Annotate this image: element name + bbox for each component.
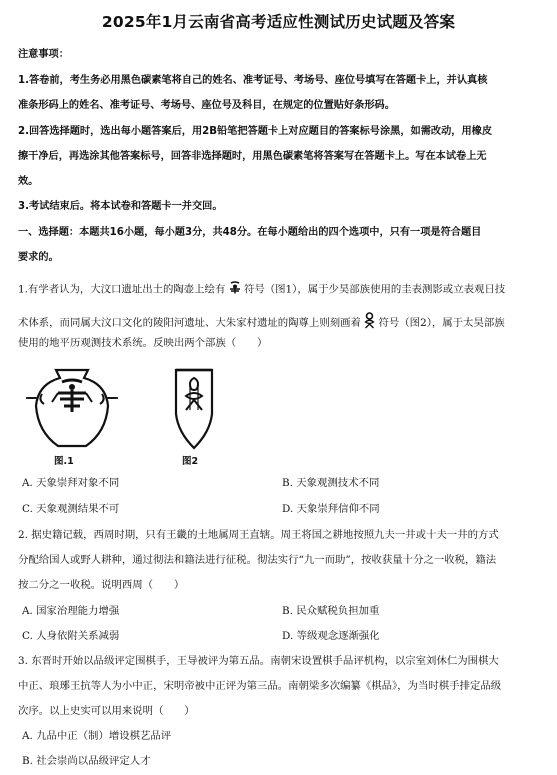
page-title: 2025年1月云南省高考适应性测试历史试题及答案 bbox=[101, 13, 456, 31]
question-1-option-b[interactable]: B. 天象观测技术不同 bbox=[282, 477, 380, 489]
sun-mountain-symbol-icon bbox=[364, 312, 375, 334]
question-1-text-part: 符号（图2），属于太昊部族 bbox=[378, 317, 505, 329]
notice-heading: 注意事项： bbox=[18, 49, 69, 60]
question-3-option-b[interactable]: B. 社会崇尚以品级评定人才 bbox=[22, 755, 151, 767]
question-3-text: 3. 东晋时开始以品级评定围棋手，王导被评为第五品。南朝宋设置棋手品评机构，以宗室刘休仁为围棋大 bbox=[18, 655, 499, 667]
question-3-text: 次序。以上史实可以用来说明（ ） bbox=[18, 705, 195, 717]
notice-line: 准条形码上的姓名、准考证号、考场号、座位号及科目，在规定的位置贴好条形码。 bbox=[18, 100, 395, 111]
question-1-option-d[interactable]: D. 天象崇拜信仰不同 bbox=[282, 503, 380, 515]
question-2-text: 分配给国人或野人耕种，通过彻法和籍法进行征税。彻法实行“九一而助”，按收获量十分之一收税，籍法 bbox=[18, 554, 497, 566]
question-3-option-a[interactable]: A. 九品中正（制）增设棋艺品评 bbox=[22, 730, 172, 742]
question-1-text-part: 1.有学者认为，大汶口遗址出土的陶壶上绘有 bbox=[18, 283, 226, 296]
section-heading: 要求的。 bbox=[18, 252, 59, 263]
notice-line: 2.回答选择题时，选出每小题答案后，用2B铅笔把答题卡上对应题目的答案标号涂黑，如需改动，用橡皮 bbox=[18, 126, 493, 137]
question-2-option-d[interactable]: D. 等级观念逐渐强化 bbox=[282, 630, 380, 642]
notice-line: 3.考试结束后。将本试卷和答题卡一并交回。 bbox=[18, 201, 223, 212]
question-1-text-part: 符号（图1），属于少昊部族使用的圭表测影或立表观日技 bbox=[243, 283, 506, 296]
question-2-text: 按二分之一收税。说明西周（ ） bbox=[18, 579, 185, 591]
question-2-text: 2. 据史籍记载，西周时期，只有王畿的土地属周王直辖。周王将国之耕地按照九夫一井或十夫一井的方式 bbox=[18, 529, 499, 541]
question-3-text: 中正、琅琊王抗等人为小中正，宋明帝被中正评为第三品。南朝梁多次编纂《棋品》，为当时棋手排定品级 bbox=[18, 680, 502, 692]
notice-line: 1.答卷前，考生务必用黑色碳素笔将自己的姓名、准考证号、考场号、座位号填写在答题卡上，并认真核 bbox=[18, 75, 488, 86]
question-1-option-a[interactable]: A. 天象崇拜对象不同 bbox=[22, 477, 120, 489]
section-heading: 一、选择题：本题共16小题，每小题3分，共48分。在每小题给出的四个选项中，只有一项是符合题目 bbox=[18, 227, 482, 238]
question-2-option-c[interactable]: C. 人身依附关系减弱 bbox=[22, 630, 120, 642]
notice-line: 效。 bbox=[18, 176, 39, 187]
question-1-text-part: 术体系，而同属大汶口文化的陵阳河遗址、大朱家村遗址的陶尊上则刻画着 bbox=[18, 317, 361, 329]
figure-2-zun-vessel bbox=[170, 366, 218, 450]
question-2-option-a[interactable]: A. 国家治理能力增强 bbox=[22, 605, 120, 617]
figure-1-label: 图.1 bbox=[54, 456, 74, 467]
figure-2-label: 图2 bbox=[182, 456, 199, 467]
question-1-text: 使用的地平历观测技术系统。反映出两个部族（ ） bbox=[18, 337, 268, 349]
question-1-text bbox=[18, 312, 540, 334]
sun-symbol-icon bbox=[229, 281, 241, 298]
question-2-option-b[interactable]: B. 民众赋税负担加重 bbox=[282, 605, 380, 617]
question-1-option-c[interactable]: C. 天象观测结果不可 bbox=[22, 503, 120, 515]
figure-1-pottery-jar bbox=[26, 364, 118, 452]
question-1-text bbox=[18, 281, 540, 298]
notice-line: 擦干净后，再选涂其他答案标号，回答非选择题时，用黑色碳素笔将答案写在答题卡上。写在本试卷上无 bbox=[18, 151, 487, 162]
